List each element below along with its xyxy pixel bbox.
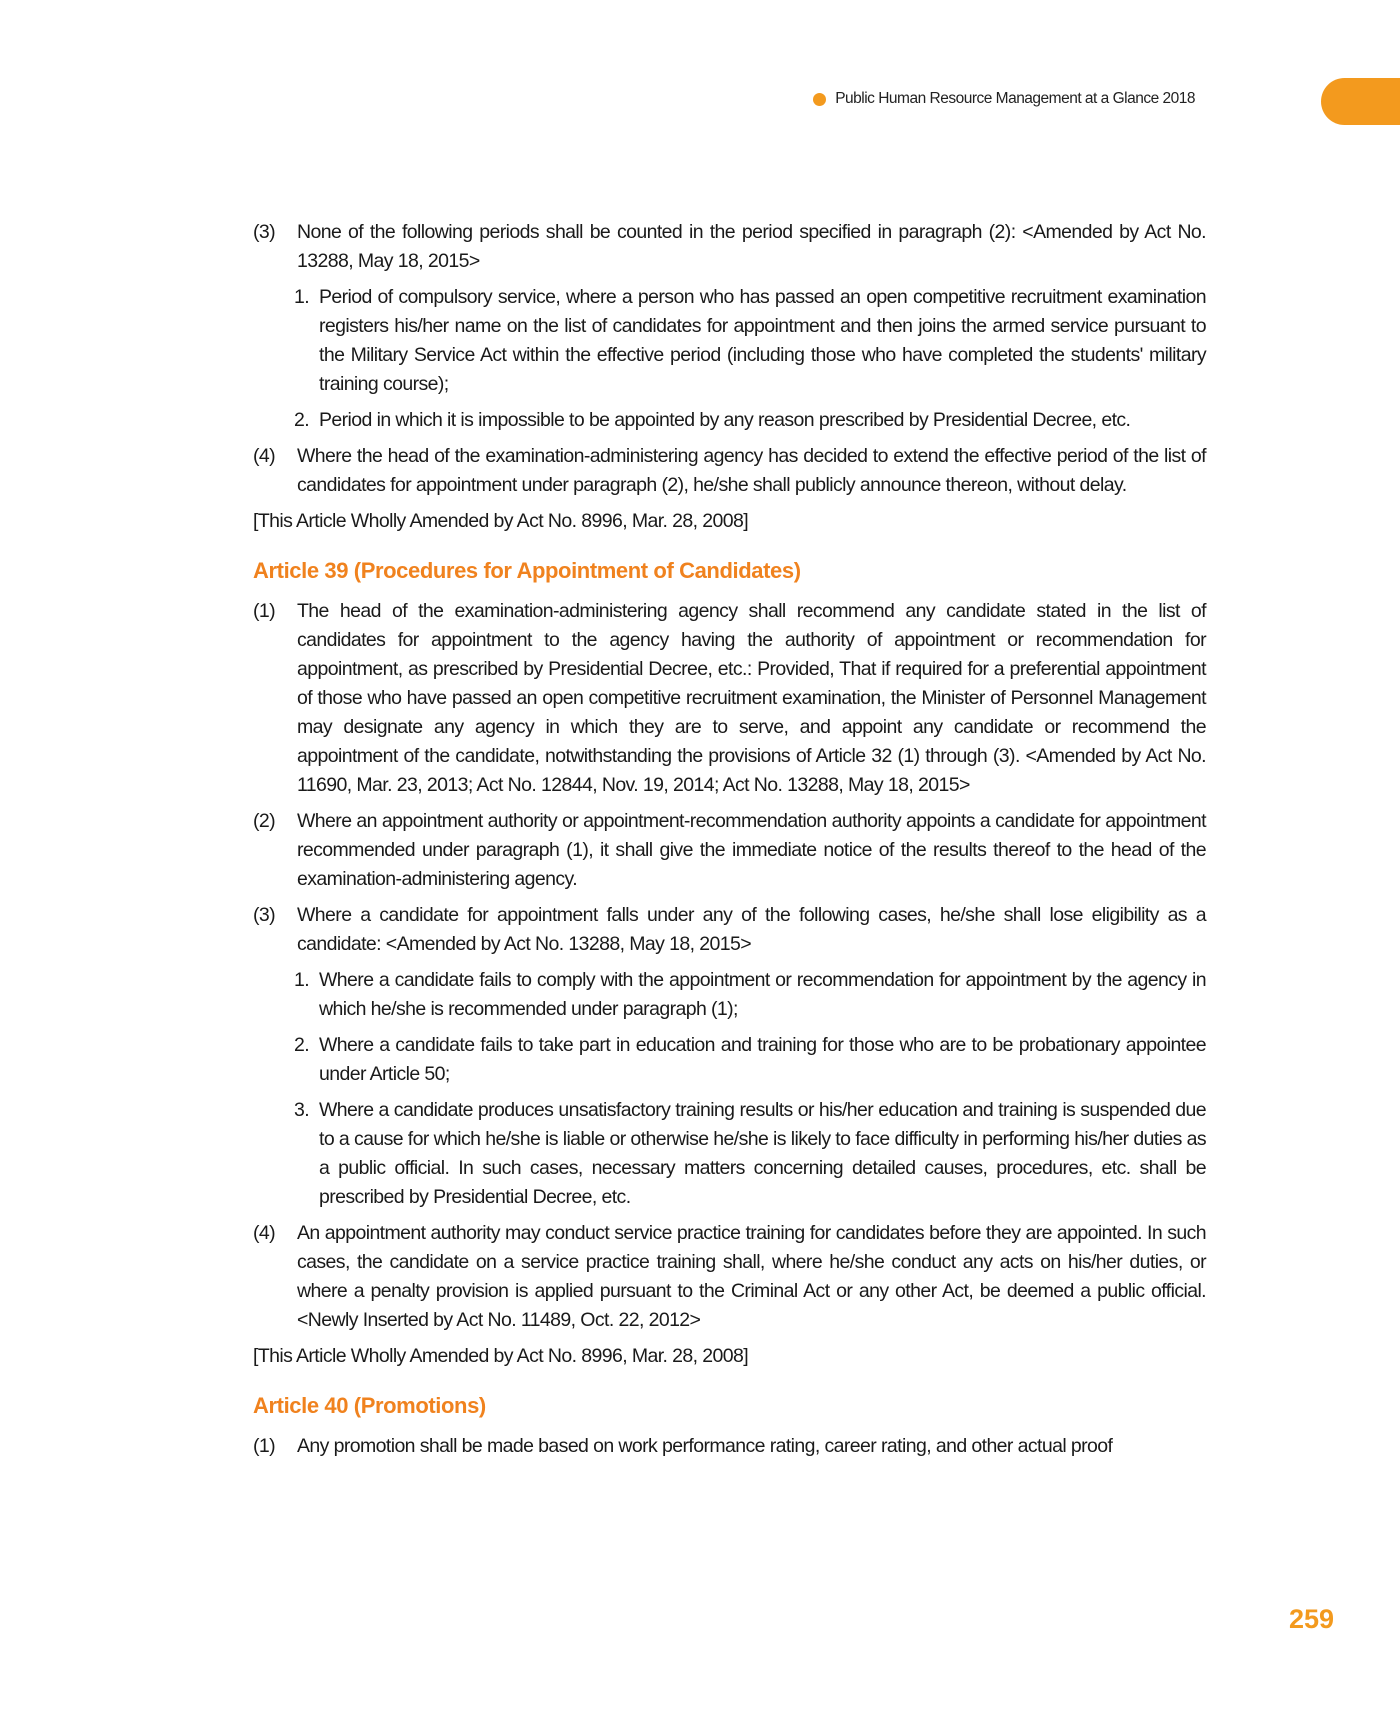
amendment-note: [This Article Wholly Amended by Act No. 8996, Mar. 28, 2008] [253, 1345, 749, 1367]
item-number: 1. [294, 969, 310, 991]
paragraph-text: Where a candidate for appointment falls under any of the following cases, he/she shall lose eligibility as a candidate: <Amended by Act No. 13288, May 18, 2015> [297, 904, 1206, 955]
paragraph-text: Any promotion shall be made based on work performance rating, career rating, and other actual proof [297, 1435, 1113, 1457]
amendment-note: [This Article Wholly Amended by Act No. 8996, Mar. 28, 2008] [253, 510, 749, 532]
paragraph [253, 807, 1206, 894]
item-number: 2. [294, 1034, 310, 1056]
article-heading: Article 39 (Procedures for Appointment of Candidates) [253, 558, 801, 583]
item-number: 3. [294, 1099, 310, 1121]
paragraph-text: An appointment authority may conduct service practice training for candidates before they are appointed. In such cases, the candidate on a service practice training shall, where he/she conduct any acts on his/her duties, or where a penalty provision is applied pursuant to the Criminal Act or any other Act, be deemed a public official. <Newly Inserted by Act No. 11489, Oct. 22, 2012> [297, 1222, 1206, 1331]
paragraph-text: The head of the examination-administering agency shall recommend any candidate stated in the list of candidates for appointment to the agency having the authority of appointment or recommendation for appointment, as prescribed by Presidential Decree, etc.: Provided, That if required for a preferential appointment of those who have passed an open competitive recruitment examination, the Minister of Personnel Management may designate any agency in which they are to serve, and appoint any candidate or recommend the appointment of the candidate, notwithstanding the provisions of Article 32 (1) through (3). <Amended by Act No. 11690, Mar. 23, 2013; Act No. 12844, Nov. 19, 2014; Act No. 13288, May 18, 2015> [297, 600, 1206, 796]
paragraph-number: (4) [253, 1222, 276, 1244]
list-item [270, 283, 1206, 399]
list-item [270, 1031, 1206, 1089]
running-header [813, 90, 1195, 108]
paragraph [253, 901, 1206, 959]
paragraph-number: (4) [253, 445, 276, 467]
page-body [253, 218, 1206, 1468]
paragraph-number: (3) [253, 221, 276, 243]
paragraph [253, 218, 1206, 276]
paragraph [253, 442, 1206, 500]
item-text: Where a candidate produces unsatisfactory training results or his/her education and training is suspended due to a cause for which he/she is liable or otherwise he/she is likely to face difficulty in performing his/her duties as a public official. In such cases, necessary matters concerning detailed causes, procedures, etc. shall be prescribed by Presidential Decree, etc. [319, 1099, 1206, 1208]
paragraph-text: Where an appointment authority or appointment-recommendation authority appoints a candidate for appointment recommended under paragraph (1), it shall give the immediate notice of the results thereof to the head of the examination-administering agency. [297, 810, 1206, 890]
article-heading: Article 40 (Promotions) [253, 1393, 486, 1418]
list-item [270, 1096, 1206, 1212]
item-number: 2. [294, 409, 310, 431]
list-item [270, 966, 1206, 1024]
list-item [270, 406, 1206, 435]
item-text: Where a candidate fails to take part in education and training for those who are to be probationary appointee under Article 50; [319, 1034, 1206, 1085]
chapter-tab-marker [1321, 78, 1400, 125]
item-text: Where a candidate fails to comply with the appointment or recommendation for appointment by the agency in which he/she is recommended under paragraph (1); [319, 969, 1206, 1020]
running-header-title: Public Human Resource Management at a Glance 2018 [835, 90, 1195, 107]
item-number: 1. [294, 286, 310, 308]
item-text: Period in which it is impossible to be appointed by any reason prescribed by Presidential Decree, etc. [319, 409, 1131, 431]
paragraph-number: (1) [253, 1435, 276, 1457]
paragraph-number: (3) [253, 904, 276, 926]
paragraph-text: None of the following periods shall be counted in the period specified in paragraph (2): <Amended by Act No. 13288, May 18, 2015> [297, 221, 1206, 272]
paragraph [253, 1432, 1206, 1461]
bullet-dot-icon [813, 93, 826, 106]
page-number: 259 [1288, 1604, 1334, 1634]
paragraph-number: (2) [253, 810, 276, 832]
paragraph [253, 1219, 1206, 1335]
paragraph-number: (1) [253, 600, 276, 622]
item-text: Period of compulsory service, where a person who has passed an open competitive recruitment examination registers his/her name on the list of candidates for appointment and then joins the armed service pursuant to the Military Service Act within the effective period (including those who have completed the students' military training course); [319, 286, 1206, 395]
paragraph [253, 597, 1206, 800]
paragraph-text: Where the head of the examination-administering agency has decided to extend the effective period of the list of candidates for appointment under paragraph (2), he/she shall publicly announce thereon, without delay. [297, 445, 1206, 496]
